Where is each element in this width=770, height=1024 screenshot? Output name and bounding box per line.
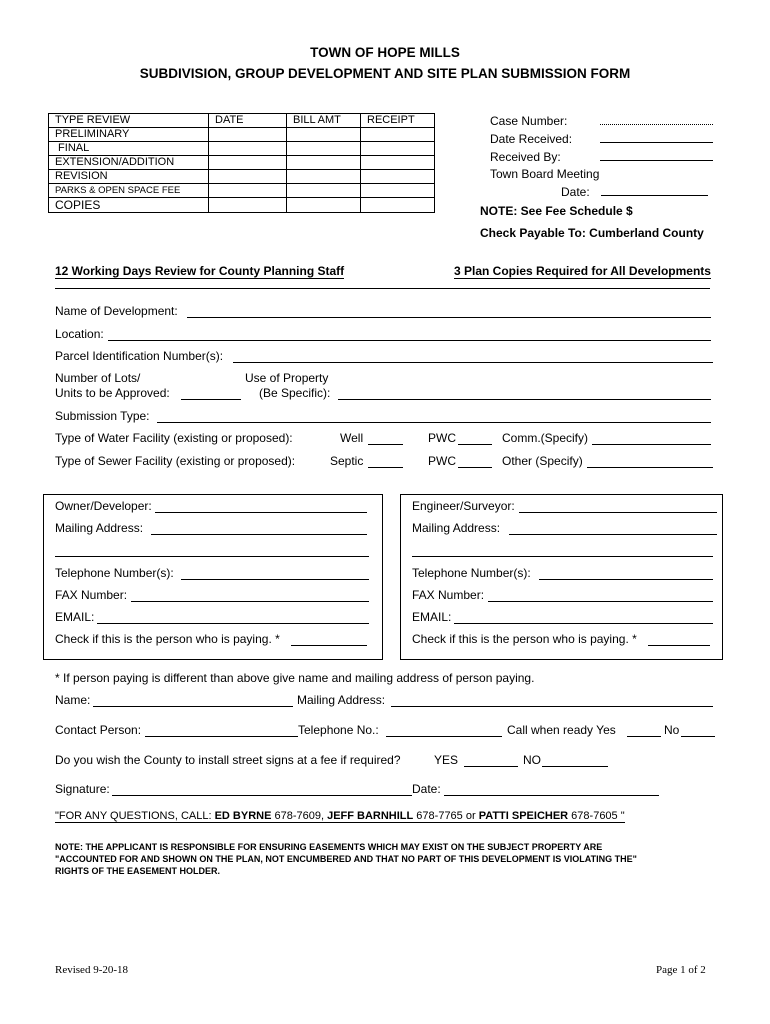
sewer-other-label: Other (Specify) — [502, 454, 583, 468]
review-table — [48, 113, 435, 213]
payer-name-field[interactable] — [93, 706, 293, 707]
payer-instruction: * If person paying is different than above give name and mailing address of person paying. — [55, 671, 535, 685]
meeting-date-label: Date: — [561, 185, 590, 199]
table-cell[interactable] — [209, 184, 287, 198]
parcel-id-field[interactable] — [233, 362, 713, 363]
parcel-id-label: Parcel Identification Number(s): — [55, 349, 224, 363]
easement-note-line-3: RIGHTS OF THE EASEMENT HOLDER. — [55, 866, 221, 876]
owner-mailing-label: Mailing Address: — [55, 521, 144, 535]
contact-phone-2: 678-7765 or — [413, 810, 479, 822]
received-by-label: Received By: — [490, 150, 561, 164]
column-header-receipt: RECEIPT — [361, 114, 435, 128]
fee-schedule-note: NOTE: See Fee Schedule $ — [480, 204, 633, 218]
engineer-mailing-field-2[interactable] — [412, 556, 713, 557]
call-no-field[interactable] — [681, 736, 715, 737]
case-number-label: Case Number: — [490, 114, 568, 128]
review-row-parks-fee: PARKS & OPEN SPACE FEE — [49, 184, 209, 198]
easement-note-line-2: "ACCOUNTED FOR AND SHOWN ON THE PLAN, NOT ENCUMBERED AND THAT NO PART OF THIS DEVELOPMENT IS VIOLATING THE" — [55, 854, 637, 864]
table-cell[interactable] — [287, 156, 361, 170]
sewer-septic-field[interactable] — [368, 467, 403, 468]
water-pwc-field[interactable] — [458, 444, 492, 445]
table-cell[interactable] — [209, 198, 287, 213]
review-row-revision: REVISION — [49, 170, 209, 184]
owner-email-label: EMAIL: — [55, 610, 95, 624]
plan-copies-notice: 3 Plan Copies Required for All Developments — [454, 264, 711, 278]
table-cell[interactable] — [209, 170, 287, 184]
check-payable-note: Check Payable To: Cumberland County — [480, 226, 704, 240]
sewer-septic-label: Septic — [330, 454, 364, 468]
sewer-pwc-label: PWC — [428, 454, 456, 468]
table-cell[interactable] — [361, 170, 435, 184]
table-cell[interactable] — [361, 142, 435, 156]
contact-person-label: Contact Person: — [55, 723, 142, 737]
street-signs-yes-field[interactable] — [464, 766, 518, 767]
review-row-copies: COPIES — [49, 198, 209, 213]
form-subtitle: SUBDIVISION, GROUP DEVELOPMENT AND SITE PLAN SUBMISSION FORM — [139, 66, 631, 81]
engineer-check-label: Check if this is the person who is paying. * — [412, 632, 637, 646]
town-board-meeting-label: Town Board Meeting — [490, 167, 600, 181]
water-comm-label: Comm.(Specify) — [502, 431, 589, 445]
owner-email-field[interactable] — [97, 623, 369, 624]
use-of-property-field[interactable] — [338, 399, 711, 400]
column-header-bill-amt: BILL AMT — [287, 114, 361, 128]
date-received-label: Date Received: — [490, 132, 573, 146]
use-of-property-label: Use of Property — [245, 371, 329, 385]
page-number: Page 1 of 2 — [656, 964, 706, 976]
engineer-check-field[interactable] — [648, 645, 710, 646]
contact-jeff-barnhill: JEFF BARNHILL — [327, 810, 414, 822]
sewer-facility-label: Type of Sewer Facility (existing or proposed): — [55, 454, 296, 468]
sewer-other-field[interactable] — [587, 467, 713, 468]
table-cell[interactable] — [287, 128, 361, 142]
street-signs-yes-label: YES — [434, 753, 459, 767]
date-received-field[interactable] — [600, 142, 713, 143]
engineer-fax-label: FAX Number: — [412, 588, 485, 602]
street-signs-question: Do you wish the County to install street signs at a fee if required? — [55, 753, 401, 767]
case-number-field[interactable] — [600, 124, 713, 125]
owner-check-field[interactable] — [291, 645, 367, 646]
submission-type-label: Submission Type: — [55, 409, 150, 423]
review-row-preliminary: PRELIMINARY — [49, 128, 209, 142]
table-cell[interactable] — [361, 198, 435, 213]
review-row-final: FINAL — [49, 142, 209, 156]
contact-patti-speicher: PATTI SPEICHER — [478, 810, 569, 822]
engineer-telephone-label: Telephone Number(s): — [412, 566, 531, 580]
engineer-name-field[interactable] — [519, 512, 717, 513]
water-facility-label: Type of Water Facility (existing or proposed): — [55, 431, 293, 445]
signature-date-field[interactable] — [444, 795, 659, 796]
table-cell[interactable] — [287, 184, 361, 198]
owner-check-label: Check if this is the person who is paying. * — [55, 632, 280, 646]
call-yes-field[interactable] — [627, 736, 661, 737]
engineer-mailing-label: Mailing Address: — [412, 521, 501, 535]
water-pwc-label: PWC — [428, 431, 456, 445]
table-cell[interactable] — [209, 156, 287, 170]
water-comm-field[interactable] — [592, 444, 711, 445]
submission-type-field[interactable] — [157, 422, 711, 423]
location-label: Location: — [55, 327, 104, 341]
water-well-label: Well — [340, 431, 364, 445]
meeting-date-field[interactable] — [601, 195, 708, 196]
owner-mailing-field[interactable] — [151, 534, 367, 535]
call-when-ready-label: Call when ready Yes — [507, 723, 616, 737]
review-row-extension: EXTENSION/ADDITION — [49, 156, 209, 170]
column-header-date: DATE — [209, 114, 287, 128]
owner-mailing-field-2[interactable] — [55, 556, 369, 557]
engineer-mailing-field[interactable] — [509, 534, 717, 535]
units-field[interactable] — [181, 399, 241, 400]
contact-phone-1: 678-7609, — [271, 810, 328, 822]
owner-telephone-label: Telephone Number(s): — [55, 566, 174, 580]
owner-name-field[interactable] — [155, 512, 367, 513]
payer-telephone-label: Telephone No.: — [298, 723, 379, 737]
number-of-lots-label: Number of Lots/ — [55, 371, 141, 385]
name-of-development-label: Name of Development: — [55, 304, 178, 318]
contacts-prefix: "FOR ANY QUESTIONS, CALL: — [55, 810, 215, 822]
table-cell[interactable] — [287, 170, 361, 184]
signature-label: Signature: — [55, 782, 110, 796]
column-header-type-review: TYPE REVIEW — [49, 114, 209, 128]
call-no-label: No — [664, 723, 680, 737]
signature-date-label: Date: — [412, 782, 441, 796]
table-cell[interactable] — [361, 128, 435, 142]
contacts-line — [55, 810, 625, 823]
payer-telephone-field[interactable] — [386, 736, 502, 737]
table-cell[interactable] — [361, 156, 435, 170]
owner-fax-field[interactable] — [131, 601, 369, 602]
payer-mailing-field[interactable] — [391, 706, 713, 707]
sewer-pwc-field[interactable] — [458, 467, 492, 468]
owner-telephone-field[interactable] — [181, 579, 369, 580]
table-cell[interactable] — [361, 184, 435, 198]
payer-mailing-label: Mailing Address: — [297, 693, 386, 707]
engineer-telephone-field[interactable] — [539, 579, 713, 580]
review-days-notice: 12 Working Days Review for County Planning Staff — [55, 264, 345, 278]
be-specific-label: (Be Specific): — [259, 386, 331, 400]
owner-fax-label: FAX Number: — [55, 588, 128, 602]
contact-person-field[interactable] — [145, 736, 298, 737]
table-cell[interactable] — [287, 198, 361, 213]
engineer-title-label: Engineer/Surveyor: — [412, 499, 515, 513]
engineer-fax-field[interactable] — [488, 601, 713, 602]
contact-phone-3: 678-7605 " — [568, 810, 625, 822]
divider — [55, 288, 710, 289]
revised-date: Revised 9-20-18 — [55, 964, 129, 976]
table-cell[interactable] — [209, 128, 287, 142]
name-of-development-field[interactable] — [187, 317, 711, 318]
signature-field[interactable] — [112, 795, 412, 796]
received-by-field[interactable] — [600, 160, 713, 161]
location-field[interactable] — [108, 340, 711, 341]
engineer-email-field[interactable] — [454, 623, 713, 624]
water-well-field[interactable] — [368, 444, 403, 445]
easement-note-line-1: NOTE: THE APPLICANT IS RESPONSIBLE FOR ENSURING EASEMENTS WHICH MAY EXIST ON THE SUBJECT PROPERTY ARE — [55, 842, 603, 852]
table-cell[interactable] — [287, 142, 361, 156]
contact-ed-byrne: ED BYRNE — [214, 810, 272, 822]
street-signs-no-field[interactable] — [542, 766, 608, 767]
table-cell[interactable] — [209, 142, 287, 156]
form-title: TOWN OF HOPE MILLS — [310, 45, 460, 60]
owner-title-label: Owner/Developer: — [55, 499, 152, 513]
street-signs-no-label: NO — [523, 753, 541, 767]
payer-name-label: Name: — [55, 693, 91, 707]
engineer-email-label: EMAIL: — [412, 610, 452, 624]
units-label: Units to be Approved: — [55, 386, 170, 400]
